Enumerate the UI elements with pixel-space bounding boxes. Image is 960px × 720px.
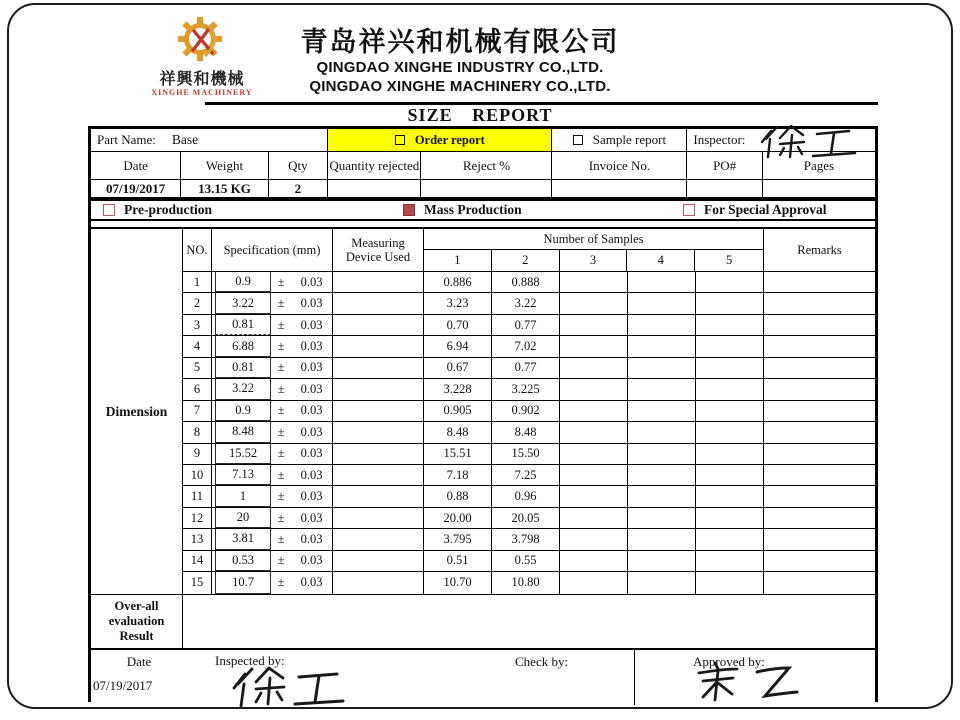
sample-value-cell: 3.228 [424, 379, 492, 399]
sample-value-cell: 15.50 [492, 444, 560, 464]
pre-production-checkbox[interactable] [103, 204, 115, 216]
remarks-cell [764, 422, 875, 442]
spec-plusminus: ± [277, 575, 285, 590]
spec-value: 3.22 [215, 293, 271, 313]
table-row [183, 444, 875, 465]
spec-tolerance: 0.03 [300, 381, 323, 396]
company-header [250, 26, 670, 96]
sample-value-cell: 0.902 [492, 401, 560, 421]
pre-production-option [103, 201, 212, 219]
spec-cell [212, 572, 333, 593]
remarks-cell [764, 293, 875, 313]
sample-report-label: Sample report [592, 132, 667, 147]
measuring-device-cell [333, 315, 424, 335]
sample-report-checkbox[interactable] [573, 135, 583, 145]
sample-value-cell [696, 572, 764, 593]
sample-value-cell [560, 444, 628, 464]
sample-value-cell: 3.23 [424, 293, 492, 313]
spec-cell [212, 401, 333, 421]
sample-value-cell [560, 422, 628, 442]
sample-value-cell [560, 508, 628, 528]
sample-value-cell [628, 465, 696, 485]
col-header-device: Measuring Device Used [333, 229, 424, 271]
info-col-value: 2 [269, 180, 329, 197]
inspected-by-signature [225, 664, 355, 710]
spec-tolerance: 0.03 [300, 317, 323, 332]
remarks-cell [764, 444, 875, 464]
size-report-form [88, 126, 878, 702]
company-name-chinese: 青岛祥兴和机械有限公司 [300, 27, 620, 57]
spec-value: 3.22 [215, 379, 271, 399]
measuring-device-cell [333, 379, 424, 399]
info-col-value: 07/19/2017 [91, 180, 181, 197]
spec-value: 3.81 [215, 529, 271, 549]
table-row [183, 293, 875, 314]
overall-evaluation-label: Over-all evaluation Result [91, 595, 183, 648]
info-col-header: Qty [269, 152, 329, 179]
info-col-value [552, 180, 687, 197]
spec-plusminus: ± [277, 553, 285, 568]
pre-production-label: Pre-production [124, 202, 213, 217]
gear-logo-icon [176, 16, 228, 66]
approved-by-label: Approved by: [693, 654, 765, 669]
row-number: 11 [183, 486, 212, 506]
sample-value-cell [696, 401, 764, 421]
sample-value-cell [696, 508, 764, 528]
row-number: 1 [183, 272, 212, 292]
sample-value-cell: 7.02 [492, 336, 560, 356]
col-header-samples-group [424, 229, 764, 271]
measuring-device-cell [333, 422, 424, 442]
sample-value-cell: 0.888 [492, 272, 560, 292]
row-number: 14 [183, 551, 212, 571]
sample-value-cell [628, 444, 696, 464]
spec-cell [212, 508, 333, 528]
remarks-cell [764, 336, 875, 356]
sample-value-cell [628, 486, 696, 506]
info-col-value [687, 180, 762, 197]
measuring-device-cell [333, 358, 424, 378]
sample-number-headers [424, 250, 763, 271]
info-col-header: PO# [687, 152, 762, 179]
spec-tolerance: 0.03 [300, 403, 323, 418]
spec-value: 8.48 [215, 422, 271, 442]
spec-plusminus: ± [277, 489, 285, 504]
measuring-device-cell [333, 572, 424, 593]
sample-value-cell [560, 272, 628, 292]
sample-value-cell: 10.80 [492, 572, 560, 593]
sample-value-cell: 3.798 [492, 529, 560, 549]
table-row [183, 508, 875, 529]
logo-chinese-name: 祥興和機械 [159, 71, 245, 88]
sample-value-cell [628, 508, 696, 528]
special-approval-checkbox[interactable] [683, 204, 695, 216]
sample-number-header: 1 [424, 250, 492, 271]
spec-tolerance: 0.03 [300, 360, 323, 375]
sample-value-cell [560, 551, 628, 571]
sample-value-cell: 0.886 [424, 272, 492, 292]
logo-english-name: XINGHE MACHINERY [151, 88, 253, 97]
sample-value-cell [696, 272, 764, 292]
spec-plusminus: ± [277, 403, 285, 418]
sample-value-cell [560, 315, 628, 335]
sample-number-header: 5 [725, 253, 733, 267]
sample-value-cell: 8.48 [424, 422, 492, 442]
row-number: 10 [183, 465, 212, 485]
row-number: 2 [183, 293, 212, 313]
overall-evaluation-row [91, 594, 875, 650]
spec-tolerance: 0.03 [300, 510, 323, 525]
sample-value-cell [696, 293, 764, 313]
info-value-row [91, 180, 875, 197]
measuring-device-cell [333, 486, 424, 506]
spec-plusminus: ± [277, 274, 285, 289]
footer-date-value: 07/19/2017 [93, 678, 153, 693]
measurement-table-header [183, 229, 875, 272]
measurement-table [91, 229, 875, 594]
sample-number-header: 3 [560, 250, 628, 271]
table-row [183, 272, 875, 293]
spec-cell [212, 336, 333, 356]
spec-cell [212, 315, 333, 335]
production-type-row [91, 201, 875, 219]
remarks-cell [764, 465, 875, 485]
approved-by-signature [685, 660, 825, 706]
sample-value-cell: 0.905 [424, 401, 492, 421]
overall-evaluation-value [183, 595, 875, 648]
sample-value-cell: 0.77 [492, 315, 560, 335]
sample-value-cell [696, 486, 764, 506]
sample-value-cell [560, 486, 628, 506]
sample-value-cell [628, 272, 696, 292]
sample-value-cell [560, 401, 628, 421]
remarks-cell [764, 272, 875, 292]
spec-plusminus: ± [277, 381, 285, 396]
sample-value-cell: 6.94 [424, 336, 492, 356]
spec-cell [212, 486, 333, 506]
spec-value: 0.81 [215, 315, 271, 335]
remarks-cell [764, 401, 875, 421]
sample-value-cell [696, 336, 764, 356]
sample-value-cell [696, 465, 764, 485]
measuring-device-cell [333, 272, 424, 292]
info-col-value [328, 180, 421, 197]
spec-cell [212, 529, 333, 549]
info-row-1 [91, 129, 875, 152]
spec-value: 1 [215, 486, 271, 506]
spec-cell [212, 465, 333, 485]
spec-value: 0.9 [215, 401, 271, 421]
sample-value-cell [560, 336, 628, 356]
part-name-value: Base [171, 132, 199, 147]
sample-value-cell [560, 358, 628, 378]
spec-cell [212, 293, 333, 313]
company-logo [138, 16, 266, 97]
sample-value-cell: 0.55 [492, 551, 560, 571]
info-col-value [421, 180, 552, 197]
measuring-device-cell [333, 336, 424, 356]
table-row [183, 572, 875, 593]
table-row [183, 379, 875, 400]
sample-value-cell [560, 379, 628, 399]
spec-plusminus: ± [277, 446, 285, 461]
sample-value-cell [560, 529, 628, 549]
company-name-english-1: QINGDAO XINGHE INDUSTRY CO.,LTD. [316, 59, 604, 76]
sample-value-cell [628, 336, 696, 356]
remarks-cell [764, 551, 875, 571]
sample-value-cell [696, 379, 764, 399]
row-number: 6 [183, 379, 212, 399]
remarks-cell [764, 529, 875, 549]
spec-cell [212, 422, 333, 442]
sample-value-cell: 0.70 [424, 315, 492, 335]
spec-plusminus: ± [277, 424, 285, 439]
sample-value-cell: 0.77 [492, 358, 560, 378]
spec-tolerance: 0.03 [300, 575, 323, 590]
remarks-cell [764, 508, 875, 528]
row-number: 15 [183, 572, 212, 593]
sample-value-cell [628, 379, 696, 399]
spec-value: 0.53 [215, 551, 271, 571]
sample-number-header: 4 [627, 250, 695, 271]
spec-plusminus: ± [277, 339, 285, 354]
footer-approved-cell [634, 650, 875, 705]
sample-value-cell: 7.18 [424, 465, 492, 485]
order-report-label: Order report [414, 132, 485, 147]
sample-value-cell: 0.88 [424, 486, 492, 506]
measuring-device-cell [333, 401, 424, 421]
spec-value: 0.9 [215, 272, 271, 292]
measuring-device-cell [333, 444, 424, 464]
sample-value-cell: 20.05 [492, 508, 560, 528]
measuring-device-cell [333, 508, 424, 528]
dimension-group-label: Dimension [91, 229, 183, 594]
measuring-device-cell [333, 529, 424, 549]
info-col-header: Invoice No. [552, 152, 687, 179]
sample-value-cell [560, 572, 628, 593]
info-col-value: 13.15 KG [181, 180, 268, 197]
inspector-cell [687, 129, 875, 151]
sample-value-cell: 10.70 [424, 572, 492, 593]
part-name-cell [91, 129, 328, 151]
spec-tolerance: 0.03 [300, 531, 323, 546]
info-header-row [91, 152, 875, 180]
sample-value-cell [628, 358, 696, 378]
sample-value-cell [560, 465, 628, 485]
report-title: SIZE REPORT [407, 105, 553, 125]
measuring-device-cell [333, 465, 424, 485]
table-row [183, 465, 875, 486]
info-col-header: Quantity rejected [328, 152, 421, 179]
spec-tolerance: 0.03 [300, 489, 323, 504]
spec-value: 15.52 [215, 444, 271, 464]
spec-tolerance: 0.03 [300, 274, 323, 289]
spec-cell [212, 551, 333, 571]
part-name-label: Part Name: [97, 132, 156, 147]
remarks-cell [764, 358, 875, 378]
mass-production-label: Mass Production [424, 202, 522, 217]
remarks-cell [764, 315, 875, 335]
col-header-spec: Specification (mm) [212, 229, 333, 271]
sample-value-cell: 0.67 [424, 358, 492, 378]
spec-value: 10.7 [215, 572, 271, 593]
row-number: 9 [183, 444, 212, 464]
col-header-no: NO. [183, 229, 212, 271]
spec-plusminus: ± [277, 467, 285, 482]
spec-tolerance: 0.03 [300, 446, 323, 461]
row-number: 13 [183, 529, 212, 549]
inspected-by-label: Inspected by: [215, 653, 285, 668]
table-row [183, 529, 875, 550]
sample-number-header: 2 [492, 250, 560, 271]
table-row [183, 315, 875, 336]
sample-value-cell: 20.00 [424, 508, 492, 528]
sample-value-cell: 0.96 [492, 486, 560, 506]
inspector-label: Inspector: [693, 132, 746, 147]
footer-middle-cell [187, 650, 634, 705]
sample-value-cell: 8.48 [492, 422, 560, 442]
samples-group-label: Number of Samples [424, 229, 763, 250]
mass-production-checkbox[interactable] [403, 204, 415, 216]
signature-row [91, 650, 875, 705]
info-col-header: Pages [803, 158, 835, 173]
sample-value-cell [696, 551, 764, 571]
remarks-cell [764, 379, 875, 399]
check-by-label: Check by: [515, 654, 569, 669]
sample-value-cell [560, 293, 628, 313]
spec-value: 20 [215, 508, 271, 528]
row-number: 5 [183, 358, 212, 378]
row-number: 7 [183, 401, 212, 421]
sample-value-cell [628, 572, 696, 593]
sample-value-cell: 3.795 [424, 529, 492, 549]
spec-tolerance: 0.03 [300, 424, 323, 439]
row-number: 8 [183, 422, 212, 442]
info-col-header: Weight [181, 152, 268, 179]
spec-value: 0.81 [215, 358, 271, 378]
sample-value-cell: 3.22 [492, 293, 560, 313]
sample-value-cell: 7.25 [492, 465, 560, 485]
row-number: 3 [183, 315, 212, 335]
sample-value-cell [696, 529, 764, 549]
spec-cell [212, 379, 333, 399]
sample-value-cell [628, 401, 696, 421]
sample-value-cell: 15.51 [424, 444, 492, 464]
special-approval-label: For Special Approval [704, 202, 827, 217]
spec-plusminus: ± [277, 296, 285, 311]
remarks-cell [764, 486, 875, 506]
sample-value-cell [696, 358, 764, 378]
spec-tolerance: 0.03 [300, 467, 323, 482]
spec-tolerance: 0.03 [300, 339, 323, 354]
spec-plusminus: ± [277, 510, 285, 525]
table-row [183, 551, 875, 572]
sample-value-cell [628, 529, 696, 549]
spec-plusminus: ± [277, 531, 285, 546]
sample-value-cell: 0.51 [424, 551, 492, 571]
mass-production-option [403, 201, 522, 219]
sample-value-cell [628, 293, 696, 313]
spec-plusminus: ± [277, 360, 285, 375]
sample-value-cell [628, 422, 696, 442]
table-row [183, 336, 875, 357]
sample-value-cell [696, 422, 764, 442]
sample-value-cell [696, 444, 764, 464]
order-report-checkbox[interactable] [395, 135, 405, 145]
spec-value: 7.13 [215, 465, 271, 485]
col-header-remarks: Remarks [797, 243, 842, 257]
sample-value-cell [628, 551, 696, 571]
spec-tolerance: 0.03 [300, 553, 323, 568]
table-row [183, 486, 875, 507]
row-number: 4 [183, 336, 212, 356]
table-row [183, 422, 875, 443]
spec-plusminus: ± [277, 317, 285, 332]
measuring-device-cell [333, 293, 424, 313]
section-divider-double [91, 219, 875, 229]
sample-value-cell [628, 315, 696, 335]
spec-value: 6.88 [215, 336, 271, 356]
footer-date-cell [91, 650, 187, 705]
order-report-cell [328, 129, 552, 151]
row-number: 12 [183, 508, 212, 528]
sample-report-cell [552, 129, 687, 151]
spec-cell [212, 272, 333, 292]
spec-cell [212, 444, 333, 464]
spec-cell [212, 358, 333, 378]
sample-value-cell: 3.225 [492, 379, 560, 399]
measuring-device-cell [333, 551, 424, 571]
info-col-header: Reject % [421, 152, 552, 179]
footer-date-label: Date [126, 654, 152, 669]
spec-tolerance: 0.03 [300, 296, 323, 311]
table-row [183, 401, 875, 422]
company-name-english-2: QINGDAO XINGHE MACHINERY CO.,LTD. [309, 78, 611, 95]
sample-value-cell [696, 315, 764, 335]
remarks-cell [764, 572, 875, 593]
table-row [183, 358, 875, 379]
info-col-header: Date [91, 152, 181, 179]
info-col-value [763, 180, 875, 197]
special-approval-option [683, 201, 827, 219]
